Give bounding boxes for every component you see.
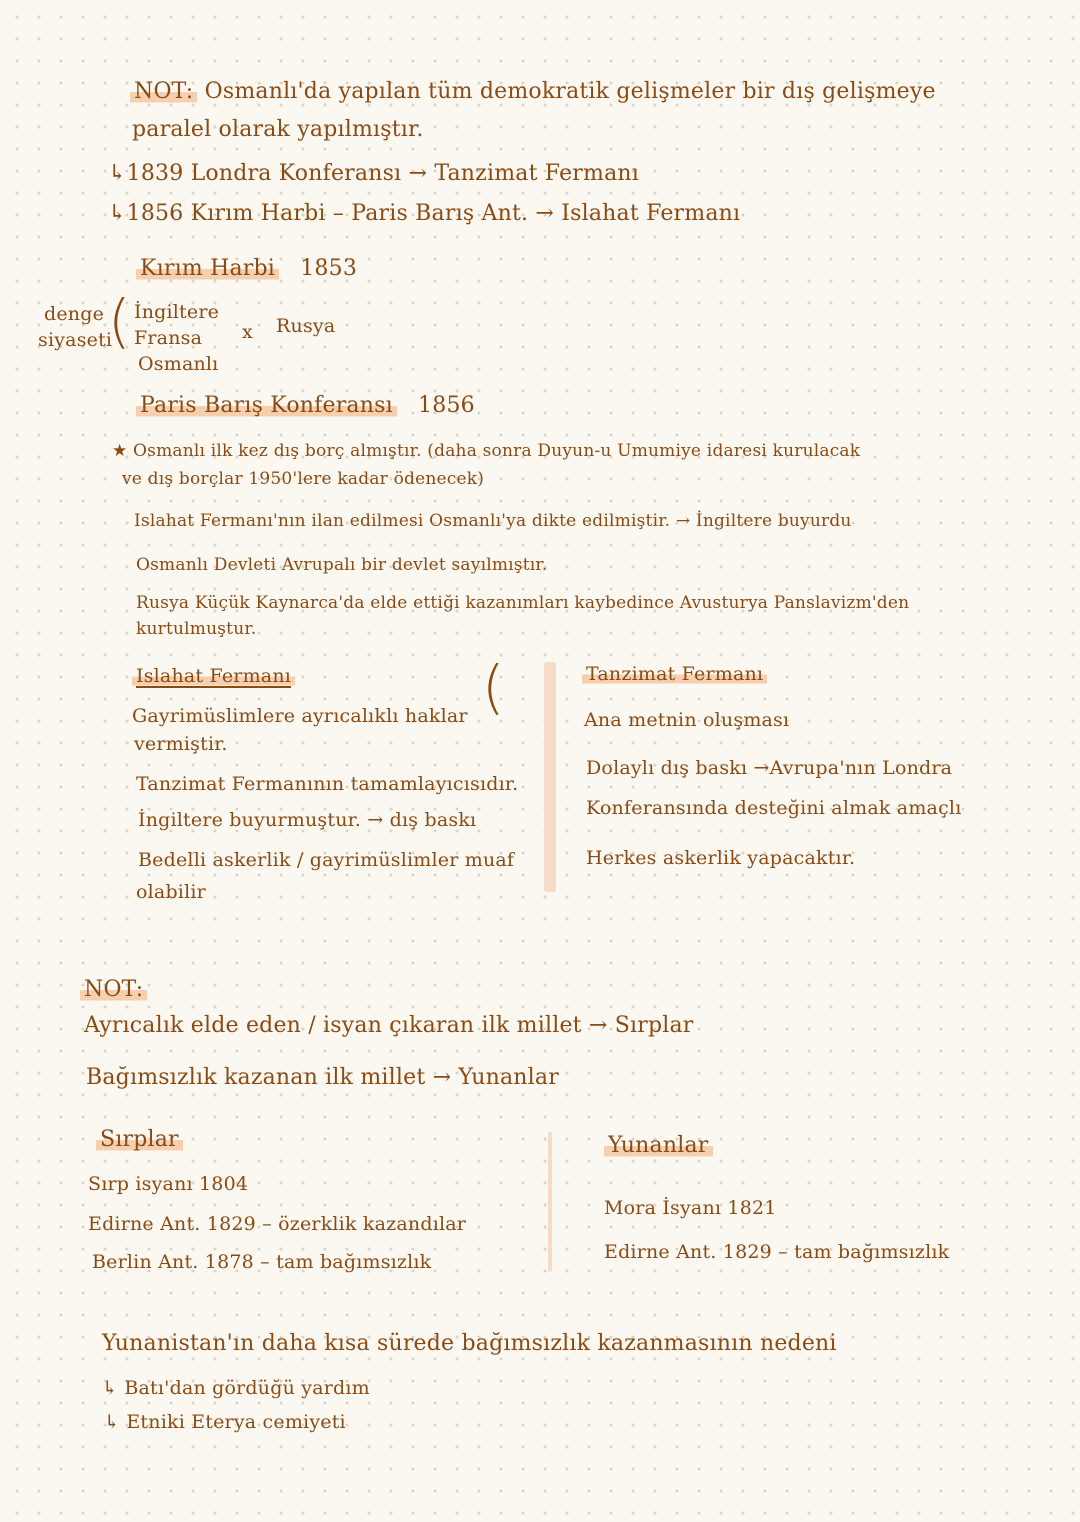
sirplar-item: Sırp isyanı 1804	[88, 1173, 249, 1195]
yunanistan-line-1: Yunanistan'ın daha kısa sürede bağımsızlık kazanmasının nedeni	[102, 1331, 837, 1356]
sirplar-item: Berlin Ant. 1878 – tam bağımsızlık	[92, 1251, 432, 1273]
yunanlar-item: Mora İsyanı 1821	[604, 1197, 777, 1219]
ally-2: Fransa	[134, 327, 203, 349]
note-label-2: NOT:	[80, 976, 147, 1004]
yunanistan-line-2: ↳ Batı'dan gördüğü yardım	[102, 1377, 370, 1399]
left-paren: (	[108, 287, 131, 355]
yunanlar-item: Edirne Ant. 1829 – tam bağımsızlık	[604, 1241, 950, 1263]
side-label-denge: denge	[44, 303, 105, 325]
tanzimat-item: Konferansında desteğini almak amaçlı	[586, 797, 962, 819]
note-line-1	[130, 78, 936, 106]
paris-heading: Paris Barış Konferansı	[136, 393, 397, 418]
note-label: NOT:	[130, 79, 197, 104]
star-line-1: ★ Osmanlı ilk kez dış borç almıştır. (daha sonra Duyun-u Umumiye idaresi kurulacak	[112, 441, 861, 461]
islahat-heading: Islahat Fermanı	[132, 664, 295, 688]
paris-line-2: Osmanlı Devleti Avrupalı bir devlet sayılmıştır.	[136, 555, 548, 575]
tanzimat-item: Herkes askerlik yapacaktır.	[586, 847, 856, 869]
islahat-item: İngiltere buyurmuştur. → dış baskı	[138, 809, 477, 831]
islahat-item: Gayrimüslimlere ayrıcalıklı haklar	[132, 705, 468, 727]
section2-line-2: Bağımsızlık kazanan ilk millet → Yunanlar	[86, 1065, 559, 1090]
paris-line-1: Islahat Fermanı'nın ilan edilmesi Osmanlı'ya dikte edilmiştir. → İngiltere buyurdu	[134, 511, 852, 531]
brace-mark: (	[482, 653, 505, 721]
enemy: Rusya	[276, 315, 336, 337]
tanzimat-heading: Tanzimat Fermanı	[582, 662, 767, 686]
islahat-item: Bedelli askerlik / gayrimüslimler muaf	[138, 849, 515, 871]
kirim-year: 1853	[300, 256, 358, 281]
arrow-item-kirim: ↳1856 Kırım Harbi – Paris Barış Ant. → Islahat Fermanı	[108, 201, 741, 226]
ally-3: Osmanlı	[138, 353, 219, 375]
ally-1: İngiltere	[134, 301, 220, 323]
section2-line-1: Ayrıcalık elde eden / isyan çıkaran ilk millet → Sırplar	[84, 1013, 694, 1038]
arrow-item-londra: ↳1839 Londra Konferansı → Tanzimat Fermanı	[108, 161, 639, 186]
yunanistan-line-3: ↳ Etniki Eterya cemiyeti	[104, 1411, 346, 1433]
column-divider-2	[548, 1132, 552, 1272]
islahat-item: Tanzimat Fermanının tamamlayıcısıdır.	[136, 773, 519, 795]
note-text: Osmanlı'da yapılan tüm demokratik gelişmeler bir dış gelişmeye	[204, 79, 936, 104]
side-label-siyaseti: siyaseti	[38, 329, 113, 351]
yunanlar-heading: Yunanlar	[604, 1132, 713, 1160]
kirim-heading-line	[136, 255, 357, 283]
paris-year: 1856	[418, 393, 475, 418]
kirim-heading: Kırım Harbi	[136, 256, 279, 281]
islahat-item: olabilir	[136, 881, 206, 903]
star-line-2: ve dış borçlar 1950'lere kadar ödenecek)	[122, 469, 485, 489]
note-line-2: paralel olarak yapılmıştır.	[132, 117, 424, 142]
paris-line-3: Rusya Küçük Kaynarca'da elde ettiği kazanımları kaybedince Avusturya Panslavizm'den	[136, 593, 910, 613]
versus-mark: x	[242, 321, 253, 343]
tanzimat-item: Ana metnin oluşması	[584, 709, 790, 731]
sirplar-item: Edirne Ant. 1829 – özerklik kazandılar	[88, 1213, 467, 1235]
tanzimat-item: Dolaylı dış baskı →Avrupa'nın Londra	[586, 757, 953, 779]
paris-line-4: kurtulmuştur.	[136, 619, 257, 639]
column-divider	[544, 662, 556, 892]
paris-heading-line	[136, 392, 475, 420]
islahat-item: vermiştir.	[134, 733, 228, 755]
sirplar-heading: Sırplar	[96, 1126, 183, 1154]
